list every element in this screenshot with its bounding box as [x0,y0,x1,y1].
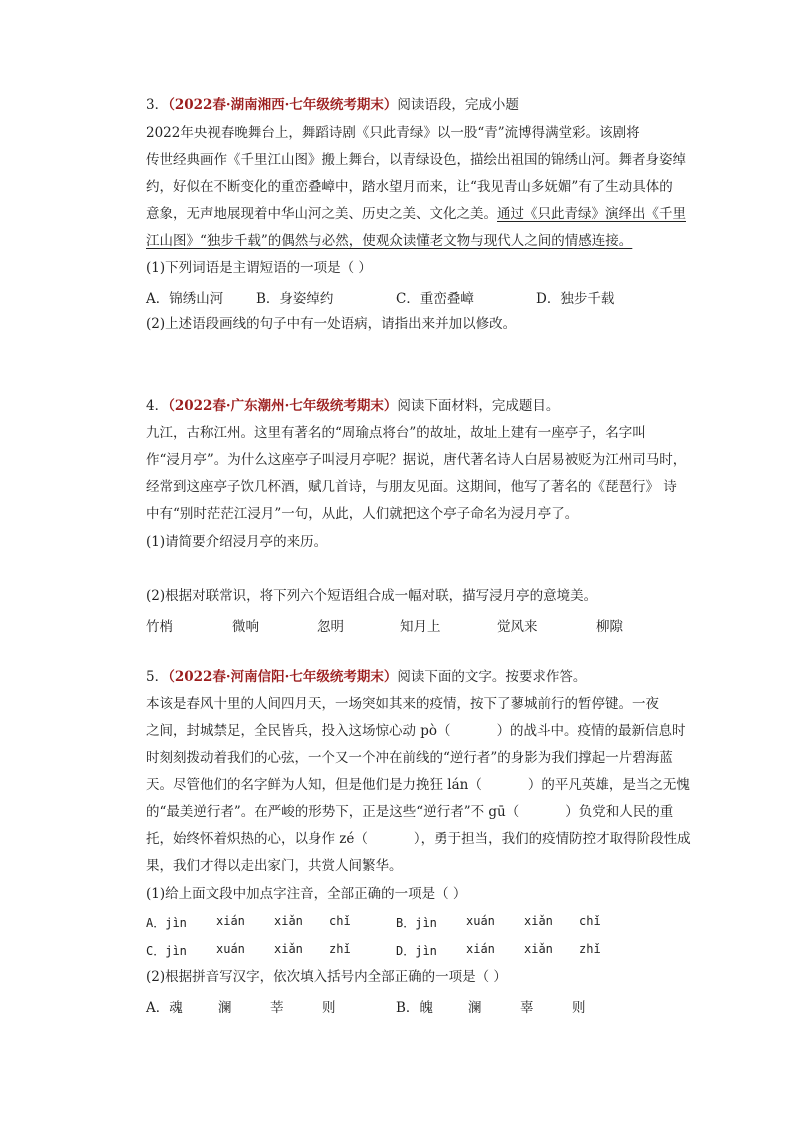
underlined-sentence: 江山图》“独步千载”的偶然与必然，使观众读懂老文物与现代人之间的情感连接。 [146,233,633,249]
q5-para-line: 果，我们才得以走出家门，共赏人间繁华。 [146,858,403,874]
q3-option-d[interactable]: D．独步千载 [536,291,615,307]
q5-option-c[interactable]: C．jìn xuán xiǎn zhǐ [146,942,351,958]
q4-para-line: 作“浸月亭”。为什么这座亭子叫浸月亭呢？据说，唐代著名诗人白居易被贬为江州司马时， [146,452,687,468]
q3-sub1: (1)下列词语是主谓短语的一项是（ ） [146,260,372,276]
q3-sub2: (2)上述语段画线的句子中有一处语病，请指出来并加以修改。 [146,316,517,332]
q4-phrase: 竹梢 [146,619,173,635]
q4-phrase: 微响 [232,619,259,635]
q4-phrase: 忽明 [317,619,344,635]
q3-option-c[interactable]: C．重峦叠嶂 [396,291,474,307]
q3-option-a[interactable]: A．锦绣山河 [146,291,224,307]
q5-sub2: (2)根据拼音写汉字，依次填入括号内全部正确的一项是（ ） [146,969,507,985]
q5-para-line: 的“最美逆行者”。在严峻的形势下，正是这些“逆行者”不 gū（ ）负党和人民的重 [146,804,674,820]
q5-para-line: 天。尽管他们的名字鲜为人知，但是他们是力挽狂 lán（ ）的平凡英雄，是当之无愧 [146,777,690,793]
q4-para-line: 中有“别时茫茫江浸月”一句，从此，人们就把这个亭子命名为浸月亭了。 [146,506,579,522]
q5-para-line: 之间，封城禁足，全民皆兵，投入这场惊心动 pò（ ）的战斗中。疫情的最新信息时 [146,723,686,739]
q4-phrase: 觉风来 [497,619,538,635]
q5-source: （2022春·河南信阳·七年级统考期末） [168,669,398,685]
q5-option-d[interactable]: D．jìn xián xiǎn zhǐ [396,942,601,958]
q5-option-b[interactable]: B．jìn xuán xiǎn chǐ [396,914,601,930]
q3-option-b[interactable]: B．身姿绰约 [256,291,334,307]
q5-para-line: 时刻刻拨动着我们的心弦，一个又一个冲在前线的“逆行者”的身影为我们撑起一片碧海蓝 [146,750,673,766]
q4-para-line: 经常到这座亭子饮几杯酒，赋几首诗，与朋友见面。这期间，他写了著名的《琵琶行》 诗 [146,479,677,495]
q3-para-line: 2022年央视春晚舞台上，舞蹈诗剧《只此青绿》以一股“青”流博得满堂彩。该剧将 [146,125,640,141]
q3-header: 3．（2022春·湖南湘西·七年级统考期末）阅读语段，完成小题 [146,97,519,113]
q4-sub1: (1)请简要介绍浸月亭的来历。 [146,534,328,550]
q4-para-line: 九江，古称江州。这里有著名的“周瑜点将台”的故址，故址上建有一座亭子，名字叫 [146,425,646,441]
q4-header: 4．（2022春·广东潮州·七年级统考期末）阅读下面材料，完成题目。 [146,398,560,414]
q5-sub1: (1)给上面文段中加点字注音，全部正确的一项是（ ） [146,886,467,902]
q3-para-line: 意象，无声地展现着中华山河之美、历史之美、文化之美。通过《只此青绿》演绎出《千里 [146,206,686,222]
q5-para-line: 托，始终怀着炽热的心，以身作 zé（ ），勇于担当，我们的疫情防控才取得阶段性成 [146,831,691,847]
q5-para-line: 本该是春风十里的人间四月天，一场突如其来的疫情，按下了蓼城前行的暂停键。一夜 [146,696,659,712]
underlined-sentence: 通过《只此青绿》演绎出《千里 [497,206,686,222]
q5-option-a[interactable]: A．jìn xián xiǎn chǐ [146,914,351,930]
q5-option2-a[interactable]: A．魂 澜 莘 则 [146,1000,336,1016]
q4-phrase: 知月上 [400,619,441,635]
q4-source: （2022春·广东潮州·七年级统考期末） [168,398,398,414]
q4-phrase: 柳隙 [596,619,623,635]
q5-header: 5．（2022春·河南信阳·七年级统考期末）阅读下面的文字。按要求作答。 [146,669,587,685]
q3-source: （2022春·湖南湘西·七年级统考期末） [168,97,398,113]
q5-option2-b[interactable]: B．魄 澜 辜 则 [396,1000,586,1016]
q4-sub2: (2)根据对联常识，将下列六个短语组合成一幅对联，描写浸月亭的意境美。 [146,588,598,604]
q3-para-line: 传世经典画作《千里江山图》搬上舞台，以青绿设色，描绘出祖国的锦绣山河。舞者身姿绰 [146,152,686,168]
q3-para-line: 约，好似在不断变化的重峦叠嶂中，踏水望月而来，让“我见青山多妩媚”有了生动具体的 [146,179,673,195]
